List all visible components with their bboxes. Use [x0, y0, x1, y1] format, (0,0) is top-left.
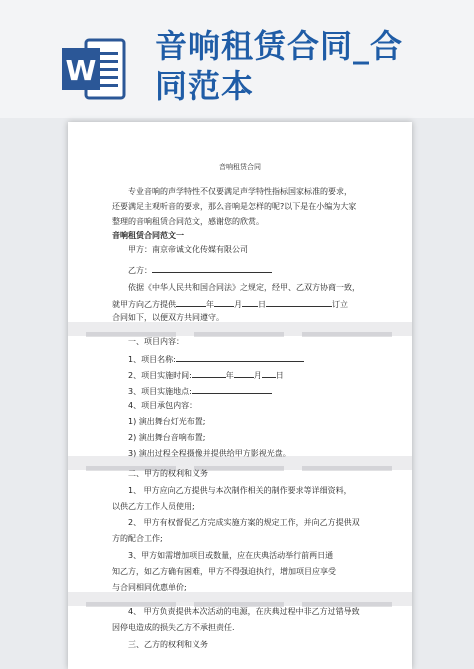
right-4-line-1: 4、 甲方负责提供本次活动的电源，在庆典过程中非乙方过错导致 [128, 607, 360, 616]
word-document-icon [60, 36, 126, 102]
svg-text:W: W [65, 54, 97, 87]
agree-line-3: 合同如下，以便双方共同遵守。 [112, 313, 224, 322]
right-3-line-1: 3、甲方如需增加项目或数量，应在庆典活动举行前两日通 [128, 551, 334, 560]
item-4-1: 1) 演出舞台灯光布置; [128, 417, 206, 426]
intro-line-2: 还要满足主观听音的要求，那么音响是怎样的呢?以下是在小编为大家 [112, 202, 357, 211]
title-line-2: 同范本 [155, 67, 255, 105]
agree-line-2: 就甲方向乙方提供 年 月 日 订立 [112, 297, 348, 310]
page-header [0, 0, 474, 118]
intro-line-3: 整理的音响租赁合同范文，感谢您的欣赏。 [112, 217, 264, 226]
item-3: 3、项目实施地点: [128, 384, 272, 397]
title-line-1: 音响租赁合同_合 [155, 27, 404, 65]
right-3-line-2: 知乙方，如乙方确有困难，甲方不得强迫执行，增加项目应享受 [112, 567, 336, 576]
page-title [155, 26, 465, 106]
item-4: 4、项目承包内容： [128, 401, 198, 410]
agree-line-1: 依据《中华人民共和国合同法》之规定，经甲、乙双方协商一致， [128, 283, 360, 292]
intro-line-1: 专业音响的声学特性不仅要满足声学特性指标国家标准的要求， [128, 187, 352, 196]
item-4-2: 2) 演出舞台音响布置; [128, 433, 206, 442]
document-page [68, 122, 412, 669]
watermark-band [68, 322, 412, 336]
party-a: 甲方：南京帝诚文化传媒有限公司 [128, 245, 248, 254]
watermark-band [68, 456, 412, 470]
party-b: 乙方： [128, 263, 272, 276]
right-1-line-1: 1、 甲方应向乙方提供与本次制作相关的制作要求等详细资料， [128, 486, 352, 495]
document-title: 音响租赁合同 [219, 163, 261, 171]
right-3-line-3: 与合同相同优惠单价; [112, 583, 187, 592]
right-2-line-2: 方的配合工作; [112, 534, 163, 543]
watermark-band [68, 592, 412, 606]
section-3: 三、乙方的权利和义务 [128, 640, 208, 649]
item-1: 1、项目名称: [128, 352, 304, 365]
section-1: 一、项目内容： [128, 337, 184, 346]
right-4-line-2: 因停电造成的损失乙方不承担责任. [112, 623, 235, 632]
item-4-3: 3) 演出过程全程摄像并提供给甲方影视光盘。 [128, 449, 291, 458]
section-heading: 音响租赁合同范文一 [112, 231, 184, 240]
right-2-line-1: 2、 甲方有权督促乙方完成实施方案的规定工作，并向乙方提供双 [128, 518, 360, 527]
right-1-line-2: 以供乙方工作人员使用; [112, 502, 195, 511]
item-2: 2、项目实施时间: 年 月 日 [128, 368, 284, 381]
section-2: 二、甲方的权利和义务 [128, 469, 208, 478]
